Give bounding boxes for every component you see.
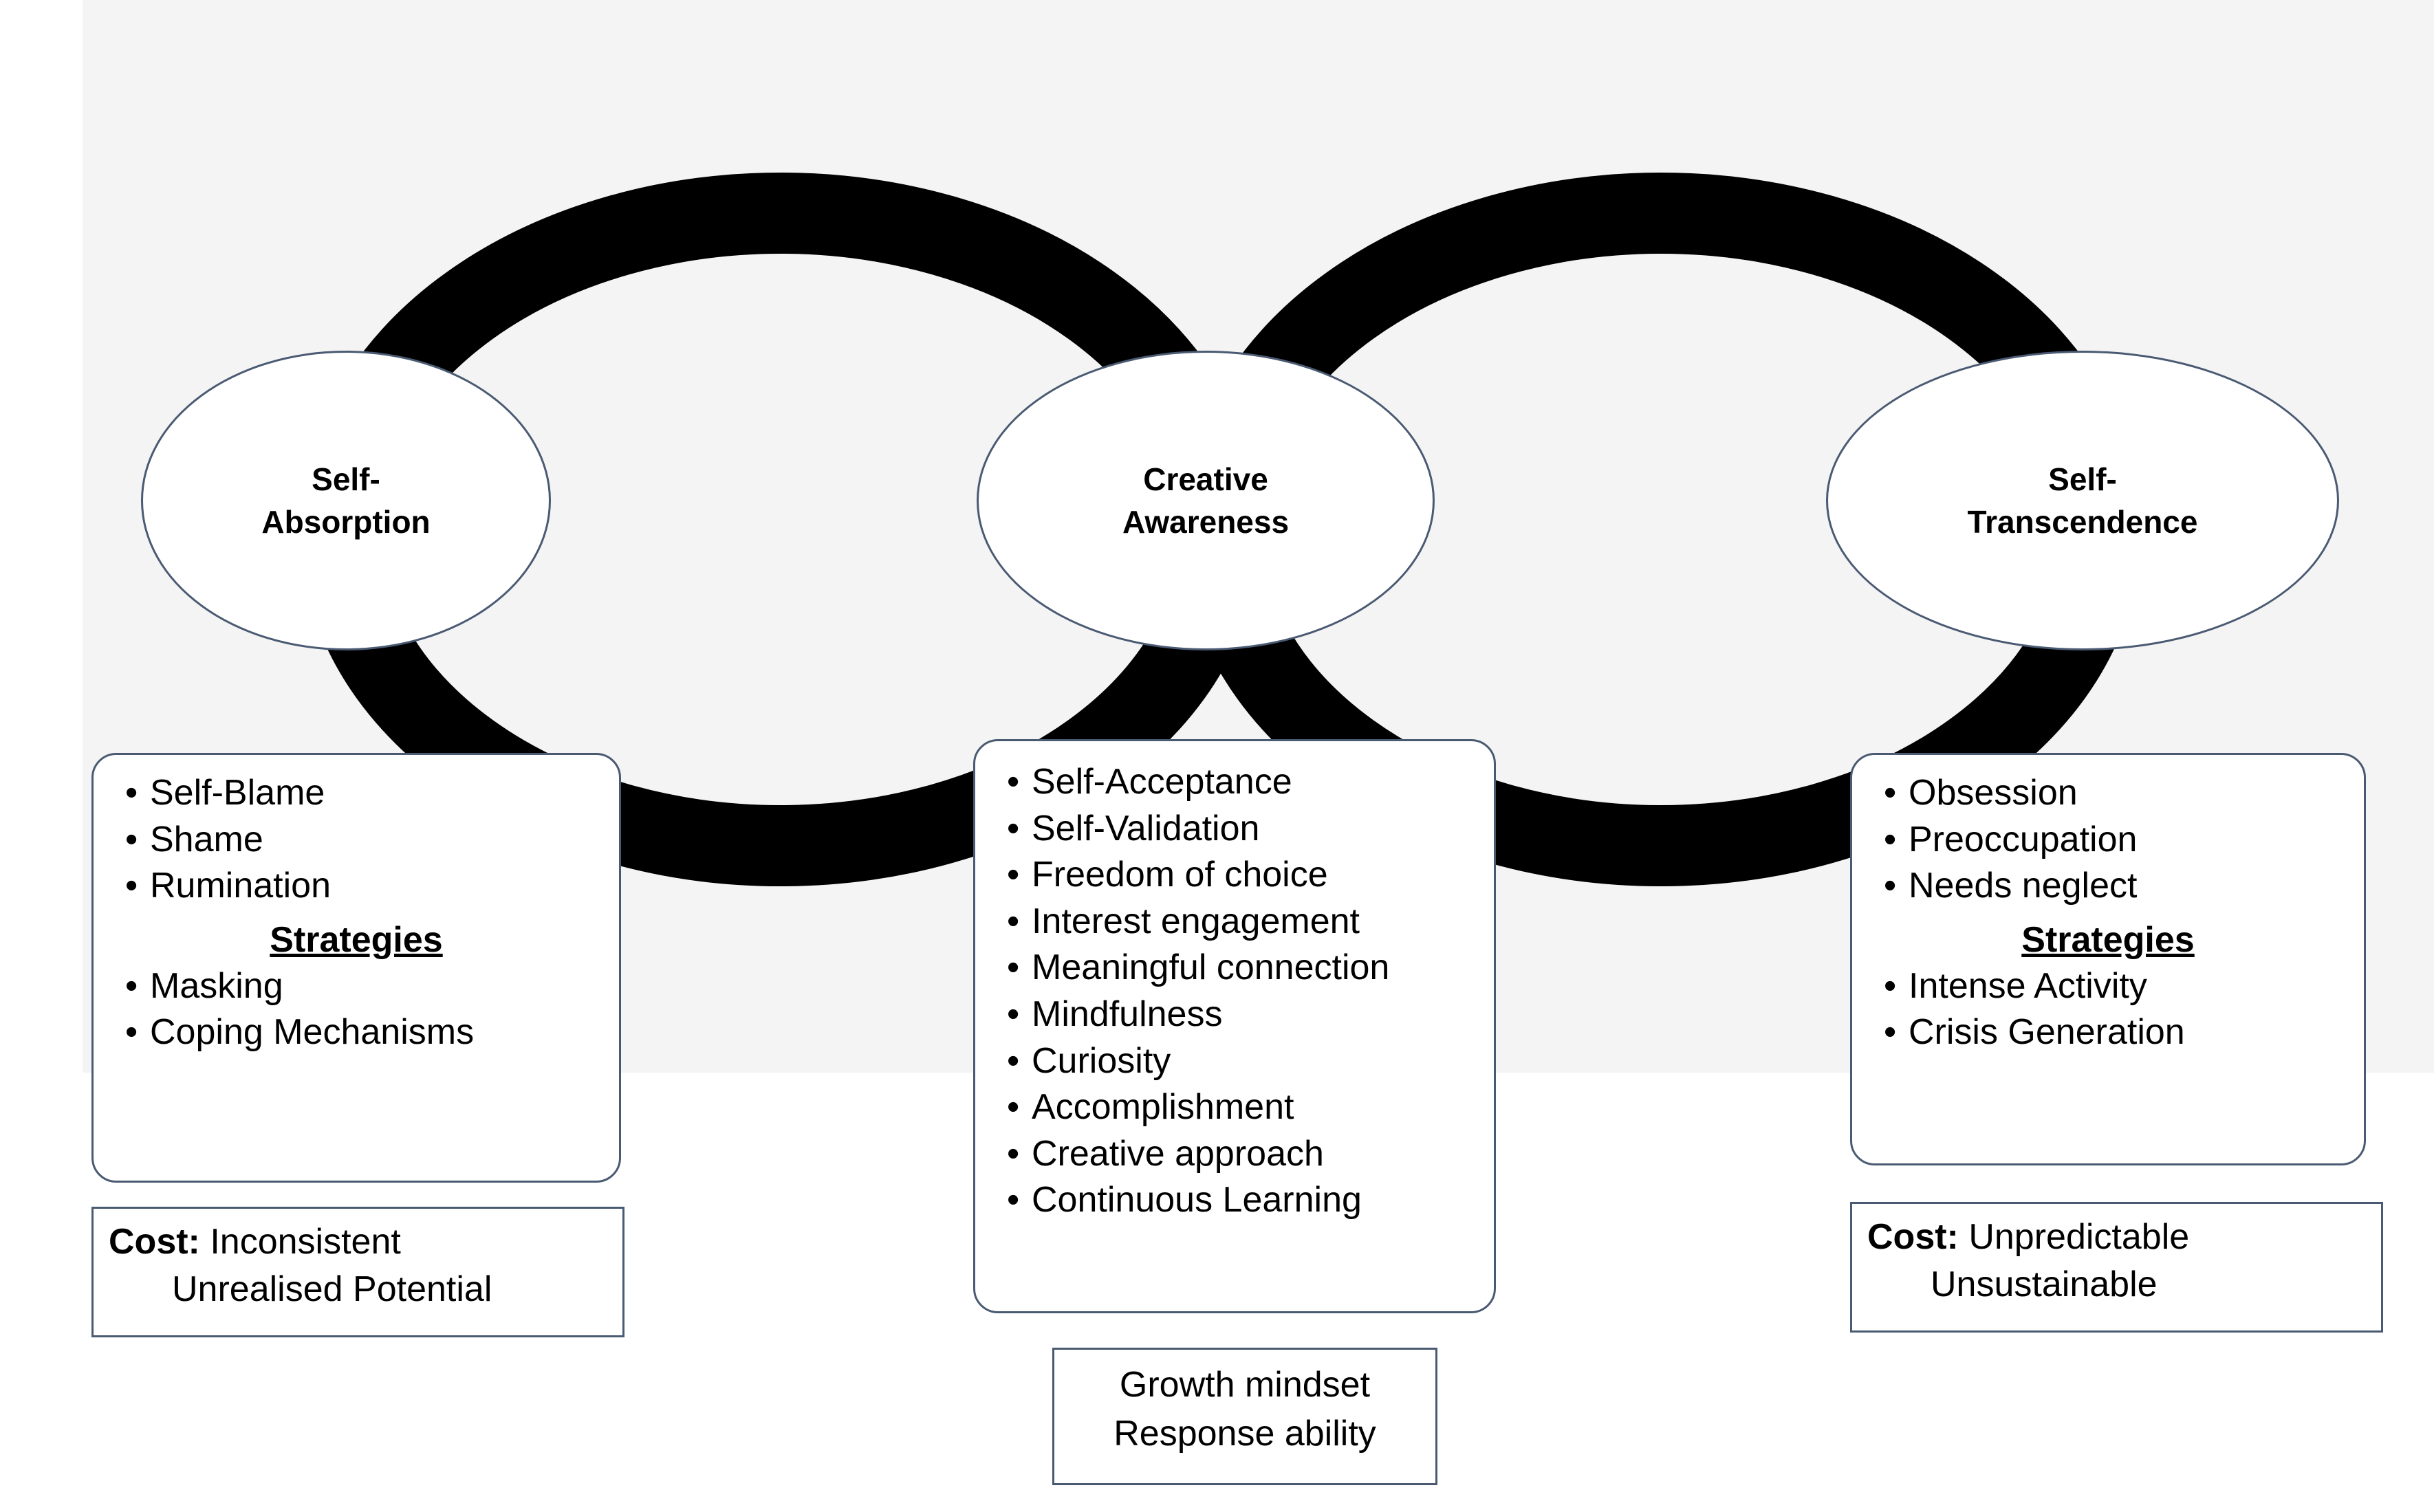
node-creative-awareness-label-2: Awareness — [1122, 504, 1290, 540]
list-item: • Preoccupation — [1873, 817, 2343, 864]
node-self-transcendence-label-2: Transcendence — [1967, 504, 2198, 540]
right-card-strategies-heading: Strategies — [2021, 919, 2195, 960]
list-item: • Creative approach — [996, 1131, 1473, 1178]
right-cost-box — [1850, 1202, 2383, 1333]
node-creative-awareness-label-1: Creative — [1143, 461, 1268, 497]
node-creative-awareness — [977, 351, 1435, 650]
node-self-transcendence — [1826, 351, 2339, 650]
list-item: • Masking — [114, 963, 598, 1010]
middle-card-list — [996, 759, 1473, 1224]
node-self-transcendence-label-1: Self- — [2048, 461, 2117, 497]
list-item: • Accomplishment — [996, 1084, 1473, 1131]
list-item: • Coping Mechanisms — [114, 1009, 598, 1056]
list-item: • Mindfulness — [996, 991, 1473, 1038]
list-item: • Needs neglect — [1873, 863, 2343, 910]
left-cost-box — [91, 1207, 624, 1337]
left-cost-label: Cost: — [109, 1222, 200, 1262]
middle-outcome-line2: Response ability — [1113, 1413, 1376, 1454]
middle-outcome-box — [1052, 1348, 1437, 1485]
right-cost-line2: Unsustainable — [1931, 1264, 2158, 1304]
list-item: • Intense Activity — [1873, 963, 2343, 1010]
list-item: • Shame — [114, 817, 598, 864]
list-item: • Curiosity — [996, 1038, 1473, 1085]
list-item: • Crisis Generation — [1873, 1009, 2343, 1056]
node-self-absorption-label-1: Self- — [312, 461, 380, 497]
list-item: • Continuous Learning — [996, 1177, 1473, 1224]
list-item: • Obsession — [1873, 770, 2343, 817]
list-item: • Rumination — [114, 863, 598, 910]
left-card-list — [114, 770, 598, 910]
right-card — [1850, 753, 2366, 1165]
left-card — [91, 753, 621, 1183]
left-card-strategies-list — [114, 963, 598, 1056]
list-item: • Meaningful connection — [996, 945, 1473, 991]
right-card-strategies-list — [1873, 963, 2343, 1056]
list-item: • Interest engagement — [996, 899, 1473, 945]
left-cost-line1: Inconsistent — [210, 1222, 401, 1262]
list-item: • Freedom of choice — [996, 852, 1473, 899]
list-item: • Self-Blame — [114, 770, 598, 817]
node-self-absorption — [141, 351, 551, 650]
list-item: • Self-Acceptance — [996, 759, 1473, 806]
right-cost-line1: Unpredictable — [1968, 1217, 2190, 1257]
middle-outcome-line1: Growth mindset — [1119, 1365, 1371, 1405]
right-cost-label: Cost: — [1867, 1217, 1959, 1257]
left-cost-line2: Unrealised Potential — [172, 1269, 492, 1309]
list-item: • Self-Validation — [996, 806, 1473, 853]
right-card-list — [1873, 770, 2343, 910]
left-card-strategies-heading: Strategies — [270, 919, 443, 960]
middle-card — [973, 739, 1496, 1313]
node-self-absorption-label-2: Absorption — [261, 504, 431, 540]
